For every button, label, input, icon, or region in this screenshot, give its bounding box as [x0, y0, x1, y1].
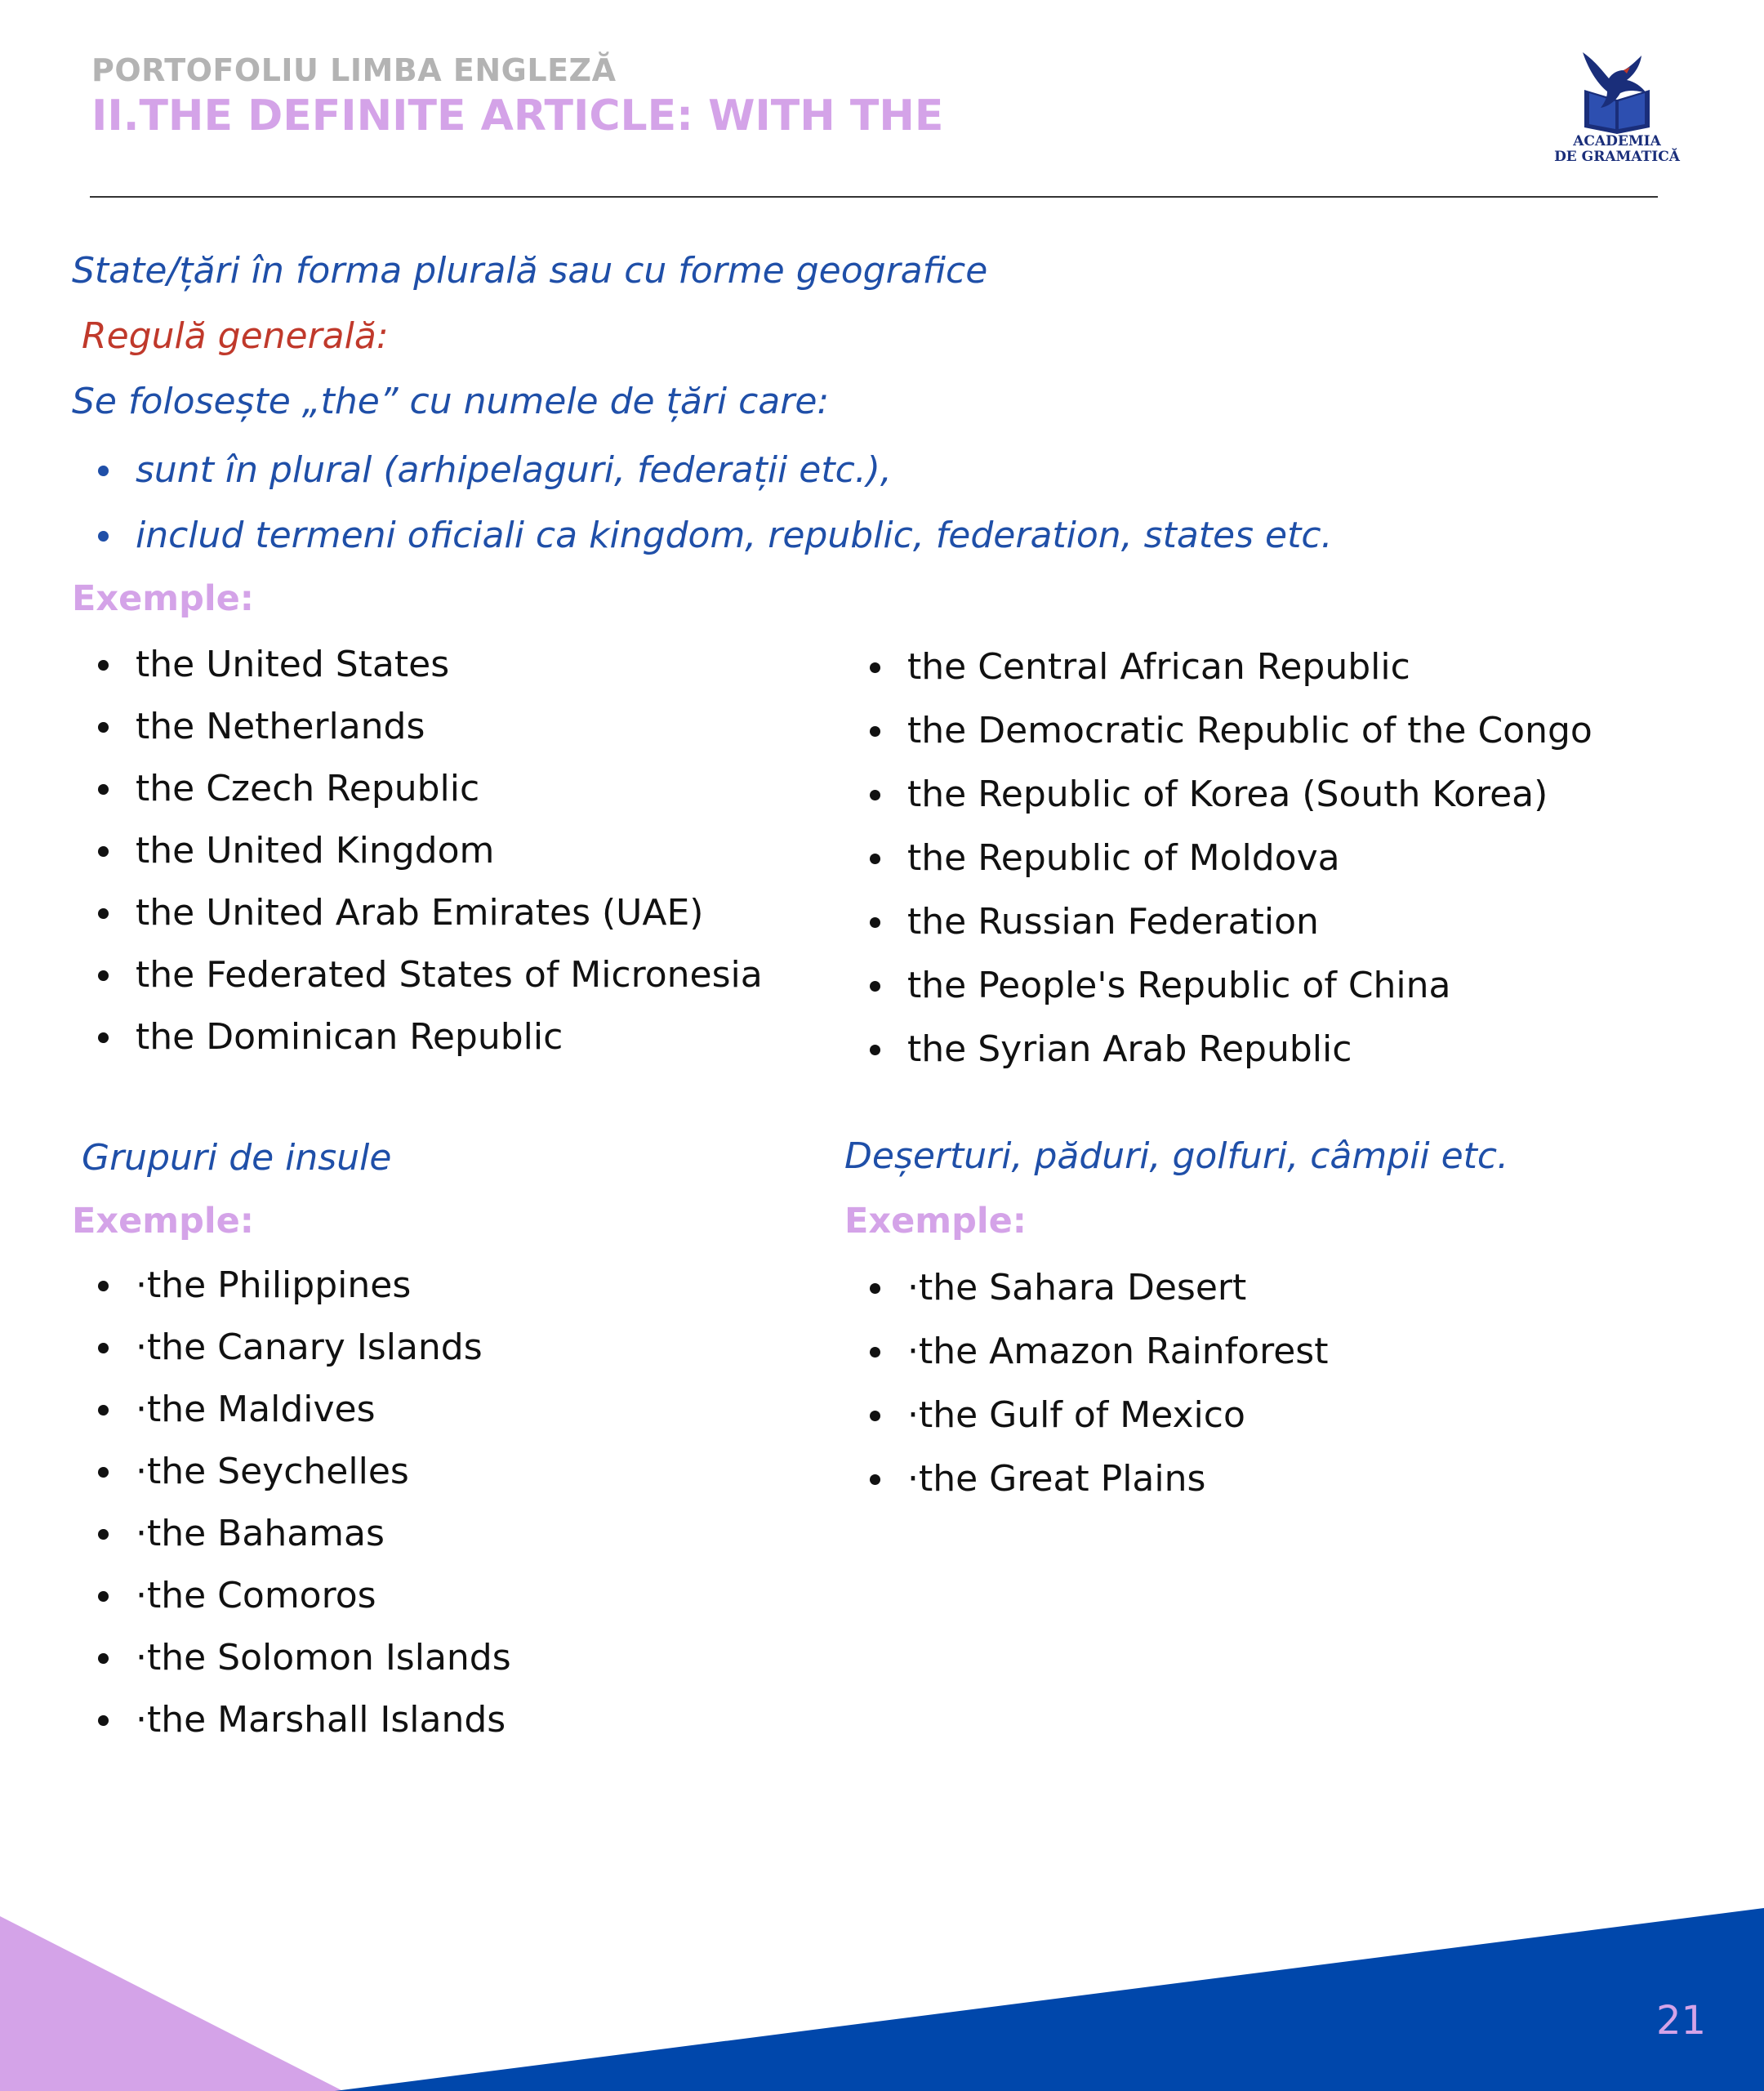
list-item: the Czech Republic [91, 758, 763, 820]
section-heading-geo: Deșerturi, păduri, golfuri, câmpii etc. [844, 1135, 1509, 1177]
countries-examples-left [91, 634, 763, 1068]
list-item: ·the Seychelles [91, 1441, 511, 1503]
list-item: the United Arab Emirates (UAE) [91, 882, 763, 944]
list-item: the United States [91, 634, 763, 696]
list-item: the Russian Federation [863, 890, 1592, 954]
list-item: the Netherlands [91, 696, 763, 758]
countries-examples-right [863, 635, 1592, 1081]
list-item: ·the Bahamas [91, 1503, 511, 1565]
logo-line-2: DE GRAMATICĂ [1554, 149, 1680, 165]
list-item: the People's Republic of China [863, 954, 1592, 1018]
footer-lilac-triangle [0, 1916, 343, 2091]
header-divider [90, 196, 1658, 198]
list-item: ·the Gulf of Mexico [863, 1384, 1328, 1447]
academy-logo [1554, 49, 1680, 165]
list-item: the Central African Republic [863, 635, 1592, 699]
list-item: ·the Great Plains [863, 1447, 1328, 1511]
rule-points-list [91, 438, 1333, 568]
list-item: the United Kingdom [91, 820, 763, 882]
examples-label-geo: Exemple: [844, 1201, 1027, 1242]
list-item: ·the Amazon Rainforest [863, 1320, 1328, 1384]
footer-blue-wedge [335, 1908, 1764, 2091]
rule-point: includ termeni oficiali ca kingdom, republic, federation, states etc. [91, 503, 1333, 568]
eagle-book-icon [1576, 49, 1658, 134]
footer-decoration [0, 1903, 1764, 2091]
list-item: the Democratic Republic of the Congo [863, 699, 1592, 763]
list-item: ·the Comoros [91, 1565, 511, 1627]
rule-label: Regulă generală: [82, 315, 389, 357]
islands-examples [91, 1255, 511, 1751]
rule-intro: Se folosește „the” cu numele de țări care: [72, 381, 830, 422]
section-heading-countries: State/țări în forma plurală sau cu forme geografice [72, 250, 988, 292]
list-item: ·the Marshall Islands [91, 1689, 511, 1751]
list-item: ·the Philippines [91, 1255, 511, 1317]
geo-examples [863, 1256, 1328, 1511]
list-item: ·the Canary Islands [91, 1317, 511, 1379]
page-number: 21 [1656, 1998, 1707, 2044]
list-item: ·the Solomon Islands [91, 1627, 511, 1689]
list-item: the Federated States of Micronesia [91, 944, 763, 1006]
list-item: the Syrian Arab Republic [863, 1018, 1592, 1081]
examples-label-countries: Exemple: [72, 578, 254, 619]
list-item: the Republic of Moldova [863, 827, 1592, 890]
list-item: the Republic of Korea (South Korea) [863, 763, 1592, 827]
logo-line-1: ACADEMIA [1573, 133, 1661, 149]
page-title: II.THE DEFINITE ARTICLE: WITH THE [91, 91, 944, 140]
rule-point: sunt în plural (arhipelaguri, federații etc.), [91, 438, 1333, 503]
document-kicker: PORTOFOLIU LIMBA ENGLEZĂ [91, 52, 617, 88]
section-heading-islands: Grupuri de insule [82, 1137, 392, 1179]
list-item: the Dominican Republic [91, 1006, 763, 1068]
list-item: ·the Sahara Desert [863, 1256, 1328, 1320]
examples-label-islands: Exemple: [72, 1201, 254, 1242]
list-item: ·the Maldives [91, 1379, 511, 1441]
